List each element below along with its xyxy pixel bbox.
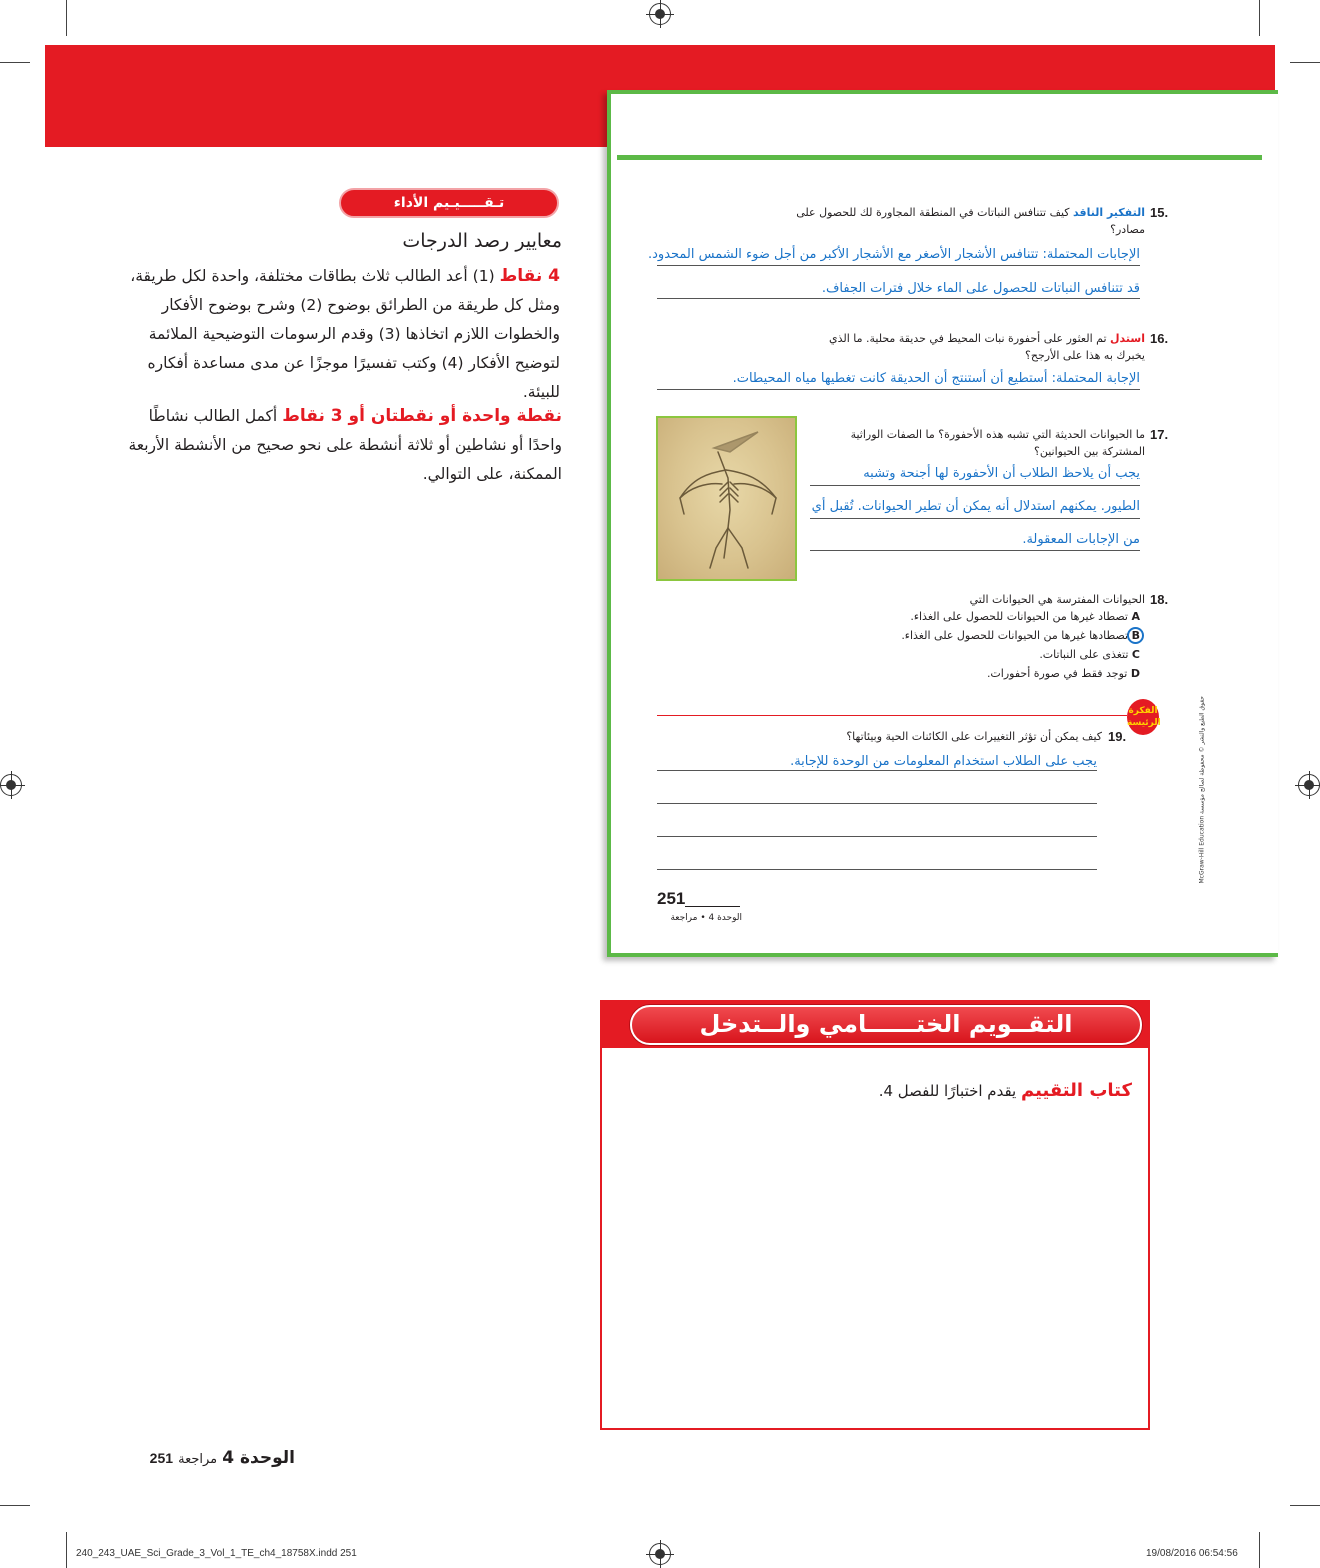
assessment-book-label: كتاب التقييم	[1021, 1080, 1132, 1101]
answer-line	[657, 389, 1140, 390]
crop-mark	[1290, 1505, 1320, 1506]
crop-mark	[0, 62, 30, 63]
option-letter: B	[1131, 629, 1140, 642]
answer-line	[657, 298, 1140, 299]
answer-line	[657, 869, 1097, 870]
big-idea-badge: الفكرة الرئيسة	[1127, 699, 1159, 735]
assessment-book-text: يقدم اختبارًا للفصل 4.	[878, 1082, 1017, 1100]
option-c	[780, 646, 1140, 663]
answer-line	[657, 265, 1140, 266]
question-label: التفكير الناقد	[1073, 206, 1145, 219]
rubric-1-3-points	[120, 402, 562, 489]
question-body: تم العثور على أحفورة نبات المحيط في حديقة محلية. ما الذي يخبرك به هذا على الأرجح؟	[828, 332, 1145, 362]
option-letter: A	[1131, 610, 1140, 623]
option-a	[780, 608, 1140, 625]
option-text: تصطادها غيرها من الحيوانات للحصول على الغذاء.	[901, 629, 1129, 642]
question-19-text: كيف يمكن أن تؤثر التغييرات على الكائنات الحية وبيئاتها؟	[846, 730, 1102, 743]
page-footer	[115, 1448, 295, 1468]
answer-line	[810, 550, 1140, 551]
option-letter: C	[1131, 648, 1140, 661]
fossil-drawing	[658, 418, 797, 581]
question-number: 19.	[1108, 729, 1127, 744]
registration-mark-icon	[649, 3, 671, 25]
assessment-book-line	[632, 1080, 1132, 1101]
summative-assessment-box	[600, 1000, 1150, 1430]
option-text: تتغذى على النباتات.	[1039, 648, 1129, 661]
answer-line	[657, 803, 1097, 804]
crop-mark	[66, 0, 67, 36]
question-15-text	[780, 204, 1145, 238]
answer-line-text: الطيور. يمكنهم استدلال أنه يمكن أن تطير الحيوانات. تُقبل أي	[811, 499, 1140, 514]
answer-line-text: يجب أن يلاحظ الطلاب أن الأحفورة لها أجنحة وتشبه	[863, 466, 1140, 481]
answer-line	[657, 836, 1097, 837]
question-17-text: ما الحيوانات الحديثة التي تشبه هذه الأحفورة؟ ما الصفات الوراثية المشتركة بين الحيوانين؟	[850, 428, 1145, 458]
inner-page-caption: الوحدة 4 • مراجعة	[670, 913, 742, 923]
answer-line-text: قد تتنافس النباتات للحصول على الماء خلال فترات الجفاف.	[821, 281, 1140, 296]
points-description: (1) أعد الطالب ثلاث بطاقات مختلفة، واحدة لكل طريقة، ومثل كل طريقة من الطرائق بوضوح (2) وشرح بوضوح الأفكار والخطوات اللازم اتخاذها (3) وقدم الرسومات التوضيحية الملائمة لتوضيح الأفكار (4) وكتب تفسيرًا موجزًا عن مدى مساعدة أفكاره للبيئة.	[130, 267, 560, 401]
points-label: 4 نقاط	[499, 266, 560, 286]
points-description: أكمل الطالب نشاطًا واحدًا أو نشاطين أو ثلاثة أنشطة على نحو صحيح من الأنشطة الأربعة الممكنة، على التوالي.	[128, 407, 562, 483]
option-text: توجد فقط في صورة أحفورات.	[986, 667, 1128, 680]
slug-file-name: 240_243_UAE_Sci_Grade_3_Vol_1_TE_ch4_18758X.indd 251	[76, 1548, 357, 1559]
question-number: 17.	[1150, 427, 1169, 442]
question-number: 18.	[1150, 592, 1169, 607]
crop-mark	[66, 1532, 67, 1568]
question-label: استدل	[1110, 332, 1145, 345]
copyright-text: McGraw-Hill Education حقوق الطبع والنشر © محفوظة لصالح مؤسسة	[1198, 696, 1206, 884]
answer-line	[810, 518, 1140, 519]
option-letter: D	[1130, 667, 1140, 680]
student-page-rule	[617, 155, 1262, 160]
answer-line-text: من الإجابات المعقولة.	[1022, 532, 1140, 547]
answer-line-text: الإجابة المحتملة: أستطيع أن أستنتج أن الحديقة كانت تغطيها مياه المحيطات.	[732, 371, 1140, 386]
registration-mark-icon	[1298, 774, 1320, 796]
registration-mark-icon	[649, 1543, 671, 1565]
registration-mark-icon	[0, 774, 22, 796]
answer-line	[810, 485, 1140, 486]
question-body: كيف تتنافس النباتات في المنطقة المجاورة لك للحصول على مصادر؟	[796, 206, 1145, 236]
crop-mark	[1290, 62, 1320, 63]
rubric-4-points	[120, 262, 560, 407]
pterosaur-fossil-image	[656, 416, 797, 581]
footer-review: مراجعة	[178, 1452, 218, 1467]
box-header	[602, 1002, 1148, 1048]
section-divider	[657, 715, 1127, 716]
box-title: التقــويم الختــــــامي والــتدخل	[630, 1005, 1142, 1045]
question-18-text: الحيوانات المفترسة هي الحيوانات التي	[969, 593, 1145, 606]
option-d	[780, 665, 1140, 682]
crop-mark	[1259, 1532, 1260, 1568]
crop-mark	[0, 1505, 30, 1506]
inner-page-number: 251	[657, 889, 686, 908]
answer-line-text: الإجابات المحتملة: تتنافس الأشجار الأصغر مع الأشجار الأكبر من أجل ضوء الشمس المحدود.	[648, 247, 1140, 262]
side-credit	[1192, 696, 1212, 900]
question-number: 16.	[1150, 331, 1169, 346]
answer-line	[657, 770, 1097, 771]
footer-page-number: 251	[149, 1450, 174, 1466]
answer-line-text: يجب على الطلاب استخدام المعلومات من الوحدة للإجابة.	[790, 754, 1097, 769]
performance-assessment-title: تـقـــــيـيم الأداء	[339, 188, 559, 218]
crop-mark	[1259, 0, 1260, 36]
question-16-text	[800, 330, 1145, 364]
option-b	[780, 627, 1140, 644]
page-number-rule	[685, 906, 740, 907]
option-text: تصطاد غيرها من الحيوانات للحصول على الغذاء.	[910, 610, 1128, 623]
rubric-heading: معايير رصد الدرجات	[402, 230, 562, 252]
footer-unit: الوحدة 4	[222, 1448, 295, 1468]
question-number: 15.	[1150, 205, 1169, 220]
slug-date-time: 19/08/2016 06:54:56	[1146, 1548, 1238, 1559]
points-label: نقطة واحدة أو نقطتان أو 3 نقاط	[282, 406, 562, 426]
